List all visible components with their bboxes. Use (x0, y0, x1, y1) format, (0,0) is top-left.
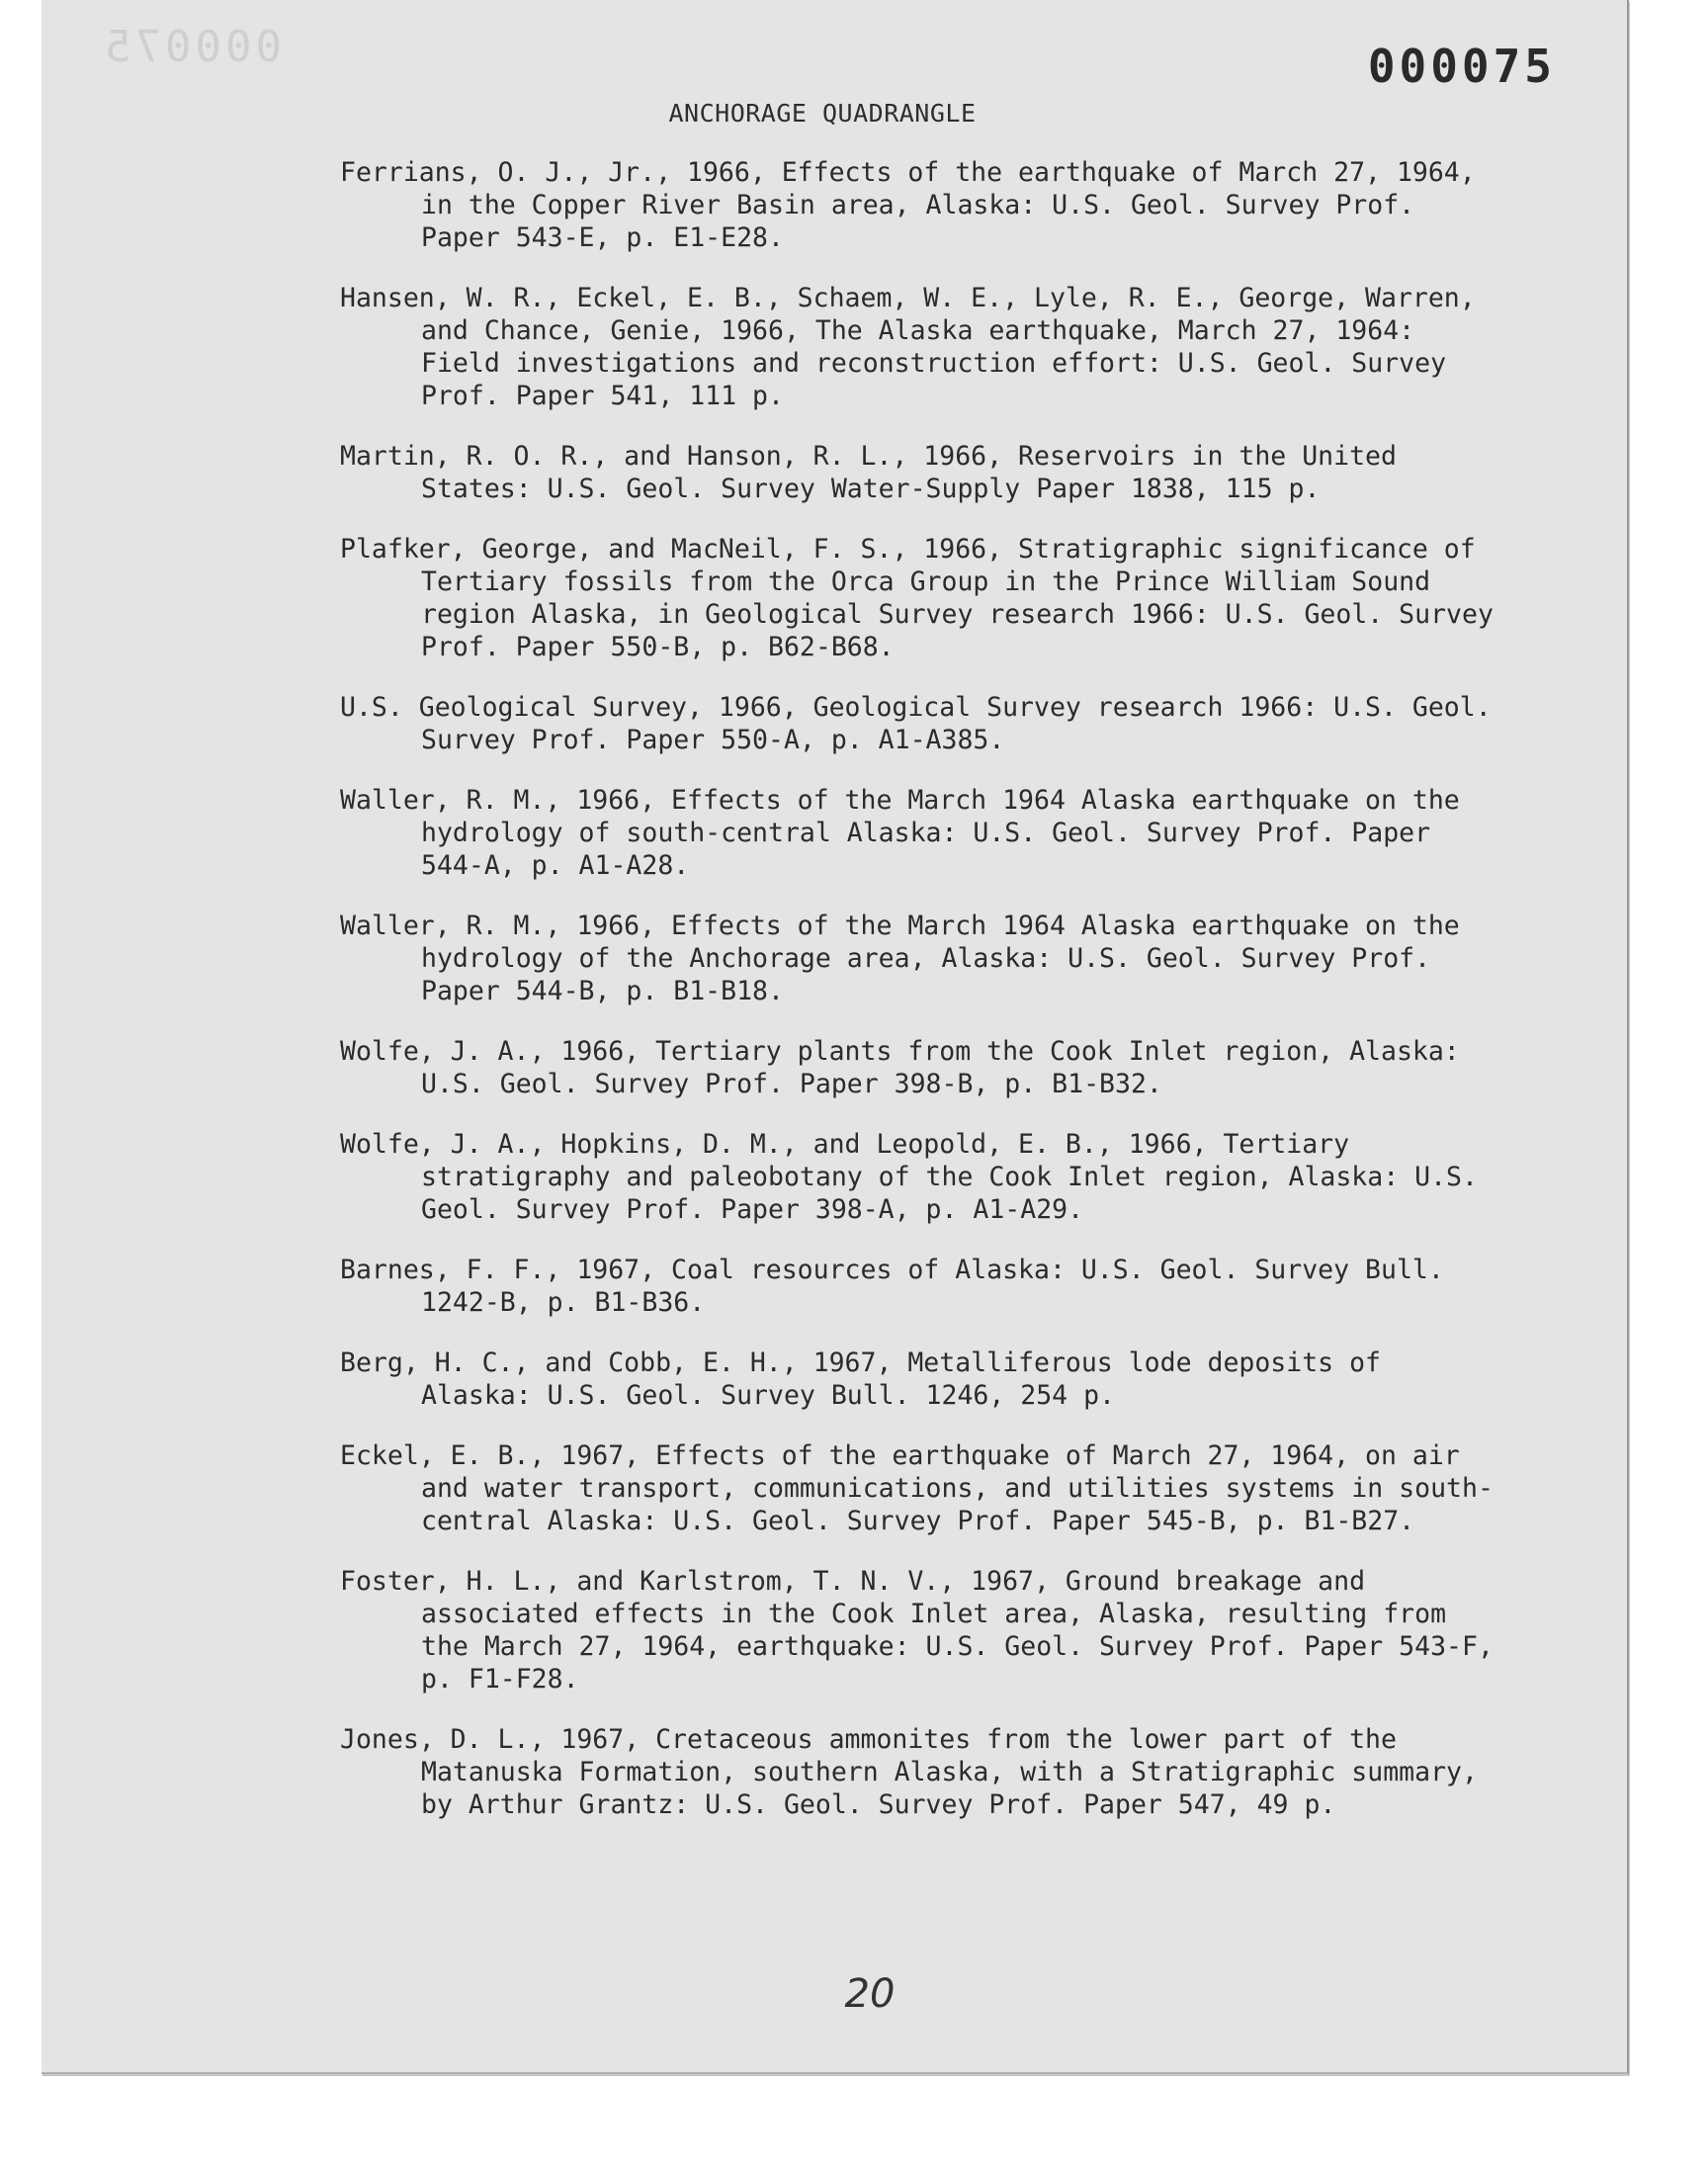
reference-entry: Berg, H. C., and Cobb, E. H., 1967, Metalliferous lode deposits of Alaska: U.S. Geol. Survey Bull. 1246, 254 p. (340, 1348, 1381, 1411)
reference-entry: Ferrians, O. J., Jr., 1966, Effects of the earthquake of March 27, 1964, in the Copper River Basin area, Alaska: U.S. Geol. Survey Prof. Paper 543-E, p. E1-E28. (340, 157, 1476, 253)
reference-entry: Plafker, George, and MacNeil, F. S., 1966, Stratigraphic significance of Tertiary fossils from the Orca Group in the Prince William Sound region Alaska, in Geological Survey research 1966: U.S. Geol. Survey Prof. Paper 550-B, p. B62-B68. (340, 534, 1494, 662)
page-title: ANCHORAGE QUADRANGLE (668, 99, 977, 128)
reference-list (340, 156, 1506, 1849)
reference-entry: U.S. Geological Survey, 1966, Geological Survey research 1966: U.S. Geol. Survey Prof. Paper 550-A, p. A1-A385. (340, 692, 1492, 755)
reference-entry: Barnes, F. F., 1967, Coal resources of Alaska: U.S. Geol. Survey Bull. 1242-B, p. B1-B36. (340, 1255, 1444, 1318)
reference-entry: Jones, D. L., 1967, Cretaceous ammonites from the lower part of the Matanuska Formation, southern Alaska, with a Stratigraphic summary, by Arthur Grantz: U.S. Geol. Survey Prof. Paper 547, 49 p. (340, 1724, 1478, 1820)
reference-entry: Foster, H. L., and Karlstrom, T. N. V., 1967, Ground breakage and associated effects in the Cook Inlet area, Alaska, resulting from the March 27, 1964, earthquake: U.S. Geol. Survey Prof. Paper 543-F, p. F1-F28. (340, 1566, 1494, 1695)
reference-entry: Waller, R. M., 1966, Effects of the March 1964 Alaska earthquake on the hydrology of south-central Alaska: U.S. Geol. Survey Prof. Paper 544-A, p. A1-A28. (340, 785, 1460, 881)
reference-entry: Martin, R. O. R., and Hanson, R. L., 1966, Reservoirs in the United States: U.S. Geol. Survey Water-Supply Paper 1838, 115 p. (340, 441, 1397, 504)
document-id-number: 000075 (1367, 40, 1556, 93)
reference-entry: Hansen, W. R., Eckel, E. B., Schaem, W. E., Lyle, R. E., George, Warren, and Chance, Genie, 1966, The Alaska earthquake, March 27, 1964: Field investigations and reconstruction effort: U.S. Geol. Survey Prof. Paper 541, 111 p. (340, 283, 1476, 411)
reference-entry: Waller, R. M., 1966, Effects of the March 1964 Alaska earthquake on the hydrology of the Anchorage area, Alaska: U.S. Geol. Survey Prof. Paper 544-B, p. B1-B18. (340, 911, 1460, 1006)
reference-entry: Wolfe, J. A., Hopkins, D. M., and Leopold, E. B., 1966, Tertiary stratigraphy and paleobotany of the Cook Inlet region, Alaska: U.S. Geol. Survey Prof. Paper 398-A, p. A1-A29. (340, 1129, 1478, 1225)
reference-entry: Wolfe, J. A., 1966, Tertiary plants from the Cook Inlet region, Alaska: U.S. Geol. Survey Prof. Paper 398-B, p. B1-B32. (340, 1036, 1460, 1099)
reference-entry: Eckel, E. B., 1967, Effects of the earthquake of March 27, 1964, on air and water transport, communications, and utilities systems in south-central Alaska: U.S. Geol. Survey Prof. Paper 545-B, p. B1-B27. (340, 1440, 1494, 1536)
page-number: 20 (844, 1971, 896, 2017)
bleed-through-number: 000075 (101, 22, 282, 72)
